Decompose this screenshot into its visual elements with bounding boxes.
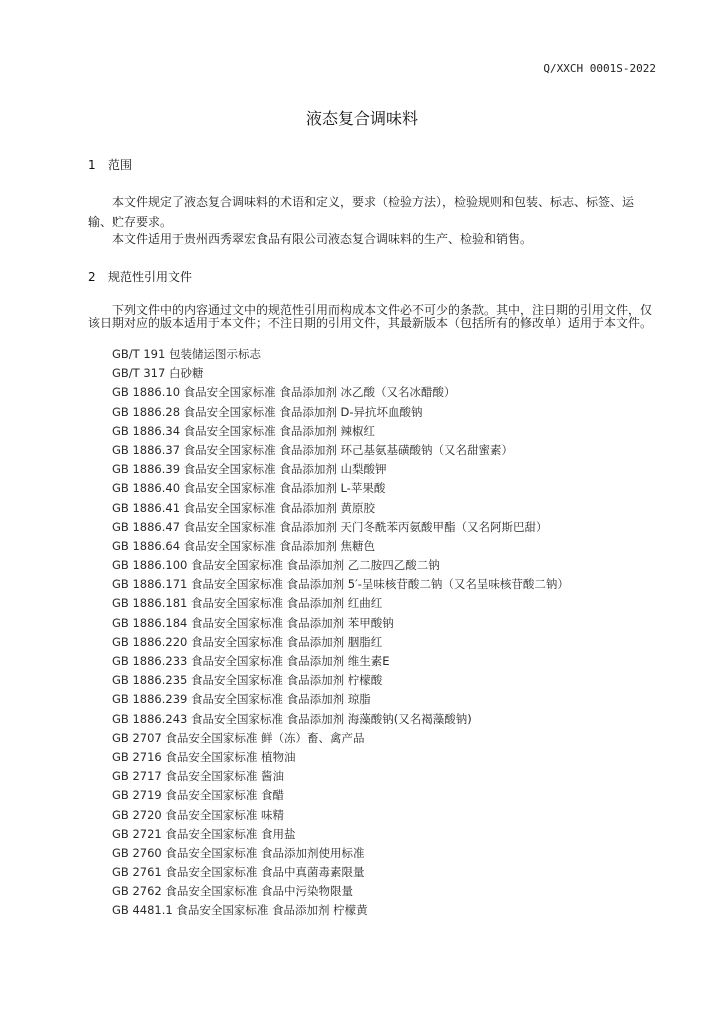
reference-list bbox=[112, 345, 569, 921]
reference-item: GB 2760 食品安全国家标准 食品添加剂使用标准 bbox=[112, 845, 365, 860]
reference-item: GB 1886.184 食品安全国家标准 食品添加剂 苯甲酸钠 bbox=[112, 615, 394, 630]
reference-item: GB 1886.40 食品安全国家标准 食品添加剂 L-苹果酸 bbox=[112, 481, 386, 496]
reference-item: GB/T 191 包装储运图示标志 bbox=[112, 347, 261, 361]
reference-item: GB 2719 食品安全国家标准 食醋 bbox=[112, 788, 285, 803]
section-2-heading bbox=[88, 268, 192, 285]
reference-item: GB 2707 食品安全国家标准 鲜（冻）畜、禽产品 bbox=[112, 730, 365, 745]
reference-item: GB 1886.41 食品安全国家标准 食品添加剂 黄原胶 bbox=[112, 500, 375, 515]
references-intro: 下列文件中的内容通过文中的规范性引用而构成本文件必不可少的条款。其中，注日期的引用文件，仅该日期对应的版本适用于本文件；不注日期的引用文件，其最新版本（包括所有的修改单）适用于本文件。 bbox=[88, 303, 653, 330]
scope-paragraph-1: 本文件规定了液态复合调味料的术语和定义，要求（检验方法），检验规则和包装、标志、标签、运输、贮存要求。 bbox=[88, 195, 635, 229]
reference-item: GB 1886.233 食品安全国家标准 食品添加剂 维生素E bbox=[112, 654, 390, 668]
section-title: 范围 bbox=[108, 158, 133, 172]
reference-item: GB 1886.39 食品安全国家标准 食品添加剂 山梨酸钾 bbox=[112, 462, 387, 477]
reference-item: GB 1886.235 食品安全国家标准 食品添加剂 柠檬酸 bbox=[112, 673, 383, 688]
reference-item: GB 1886.220 食品安全国家标准 食品添加剂 胭脂红 bbox=[112, 634, 383, 649]
reference-item: GB 1886.171 食品安全国家标准 食品添加剂 5′-呈味核苷酸二钠（又名呈味核苷酸二钠） bbox=[112, 577, 569, 592]
section-number: 2 bbox=[88, 270, 96, 284]
reference-item: GB 1886.64 食品安全国家标准 食品添加剂 焦糖色 bbox=[112, 538, 375, 553]
reference-item: GB/T 317 白砂糖 bbox=[112, 366, 204, 381]
reference-item: GB 2717 食品安全国家标准 酱油 bbox=[112, 769, 285, 784]
reference-item: GB 1886.28 食品安全国家标准 食品添加剂 D-异抗坏血酸钠 bbox=[112, 404, 423, 419]
reference-item: GB 1886.239 食品安全国家标准 食品添加剂 琼脂 bbox=[112, 692, 371, 707]
document-code: Q/XXCH 0001S-2022 bbox=[543, 62, 656, 75]
reference-item: GB 1886.10 食品安全国家标准 食品添加剂 冰乙酸（又名冰醋酸） bbox=[112, 385, 456, 400]
section-title: 规范性引用文件 bbox=[108, 270, 193, 284]
reference-item: GB 2762 食品安全国家标准 食品中污染物限量 bbox=[112, 884, 354, 899]
document-title: 液态复合调味料 bbox=[305, 109, 418, 128]
reference-item: GB 2721 食品安全国家标准 食用盐 bbox=[112, 826, 296, 841]
reference-item: GB 2761 食品安全国家标准 食品中真菌毒素限量 bbox=[112, 865, 365, 880]
reference-item: GB 1886.243 食品安全国家标准 食品添加剂 海藻酸钠(又名褐藻酸钠) bbox=[112, 711, 472, 726]
scope-paragraph-2: 本文件适用于贵州西秀翠宏食品有限公司液态复合调味料的生产、检验和销售。 bbox=[112, 232, 533, 246]
section-1-heading bbox=[88, 156, 132, 173]
reference-item: GB 1886.34 食品安全国家标准 食品添加剂 辣椒红 bbox=[112, 423, 375, 438]
reference-item: GB 1886.37 食品安全国家标准 食品添加剂 环己基氨基磺酸钠（又名甜蜜素） bbox=[112, 442, 513, 457]
reference-item: GB 4481.1 食品安全国家标准 食品添加剂 柠檬黄 bbox=[112, 903, 368, 918]
reference-item: GB 1886.181 食品安全国家标准 食品添加剂 红曲红 bbox=[112, 596, 383, 611]
reference-item: GB 1886.100 食品安全国家标准 食品添加剂 乙二胺四乙酸二钠 bbox=[112, 558, 440, 573]
reference-item: GB 1886.47 食品安全国家标准 食品添加剂 天门冬酰苯丙氨酸甲酯（又名阿斯巴甜） bbox=[112, 519, 548, 534]
section-number: 1 bbox=[88, 158, 96, 172]
reference-item: GB 2720 食品安全国家标准 味精 bbox=[112, 807, 285, 822]
reference-item: GB 2716 食品安全国家标准 植物油 bbox=[112, 749, 296, 764]
